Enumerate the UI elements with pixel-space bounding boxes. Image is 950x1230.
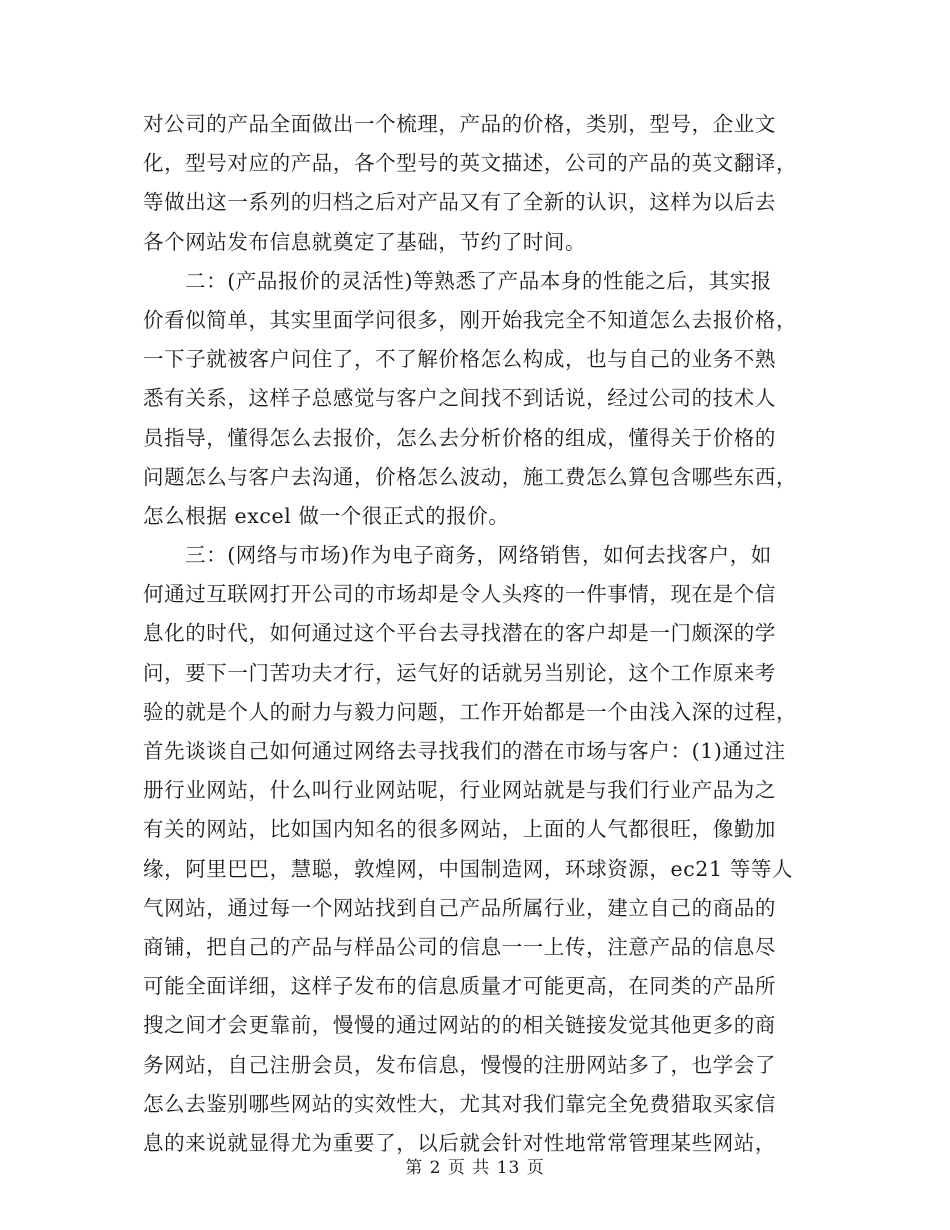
- text-line: 怎么去鉴别哪些网站的实效性大，尤其对我们靠完全免费猎取买家信: [143, 1091, 776, 1116]
- text-line: 可能全面详细，这样子发布的信息质量才可能更高，在同类的产品所: [143, 974, 776, 999]
- text-line: 悉有关系，这样子总感觉与客户之间找不到话说，经过公司的技术人: [143, 386, 776, 411]
- text-line: 气网站，通过每一个网站找到自己产品所属行业，建立自己的商品的: [143, 895, 776, 920]
- text-line: 息化的时代，如何通过这个平台去寻找潜在的客户却是一门颇深的学: [143, 621, 776, 646]
- text-line: 商铺，把自己的产品与样品公司的信息一一上传，注意产品的信息尽: [143, 934, 776, 959]
- text-line: 搜之间才会更靠前，慢慢的通过网站的的相关链接发觉其他更多的商: [143, 1013, 776, 1038]
- text-line: 首先谈谈自己如何通过网络去寻找我们的潜在市场与客户：(1)通过注: [143, 739, 786, 763]
- text-line: 册行业网站，什么叫行业网站呢，行业网站就是与我们行业产品为之: [143, 778, 776, 803]
- body-text: [143, 105, 811, 1163]
- text-line: 验的就是个人的耐力与毅力问题，工作开始都是一个由浅入深的过程，: [143, 699, 798, 724]
- text-line: 一下子就被客户问住了，不了解价格怎么构成，也与自己的业务不熟: [143, 347, 776, 372]
- text-line: 息的来说就显得尤为重要了，以后就会针对性地常常管理某些网站，: [143, 1130, 776, 1155]
- text-line: 问，要下一门苦功夫才行，运气好的话就另当别论，这个工作原来考: [143, 660, 776, 685]
- text-line: 问题怎么与客户去沟通，价格怎么波动，施工费怎么算包含哪些东西，: [143, 464, 798, 489]
- text-line: 各个网站发布信息就奠定了基础，节约了时间。: [143, 229, 587, 254]
- text-line: 三：(网络与市场)作为电子商务，网络销售，如何去找客户，如: [185, 543, 772, 568]
- page-footer: 第 2 页 共 13 页: [405, 1158, 545, 1178]
- text-line: 价看似简单，其实里面学问很多，刚开始我完全不知道怎么去报价格，: [143, 307, 798, 332]
- text-line: 务网站，自己注册会员，发布信息，慢慢的注册网站多了，也学会了: [143, 1052, 776, 1077]
- text-line: 何通过互联网打开公司的市场却是令人头疼的一件事情，现在是个信: [143, 582, 776, 607]
- text-line: 员指导，懂得怎么去报价，怎么去分析价格的组成，懂得关于价格的: [143, 425, 776, 450]
- text-line: 对公司的产品全面做出一个梳理，产品的价格，类别，型号，企业文: [143, 112, 776, 136]
- text-line: 等做出这一系列的归档之后对产品又有了全新的认识，这样为以后去: [143, 190, 776, 215]
- text-line: 怎么根据 excel 做一个很正式的报价。: [143, 503, 510, 528]
- text-line: 化，型号对应的产品，各个型号的英文描述，公司的产品的英文翻译，: [143, 151, 798, 176]
- text-line: 有关的网站，比如国内知名的很多网站，上面的人气都很旺，像勤加: [143, 817, 776, 842]
- text-line: 缘，阿里巴巴，慧聪，敦煌网，中国制造网，环球资源，ec21 等等人: [143, 856, 794, 881]
- text-line: 二：(产品报价的灵活性)等熟悉了产品本身的性能之后，其实报: [185, 268, 772, 293]
